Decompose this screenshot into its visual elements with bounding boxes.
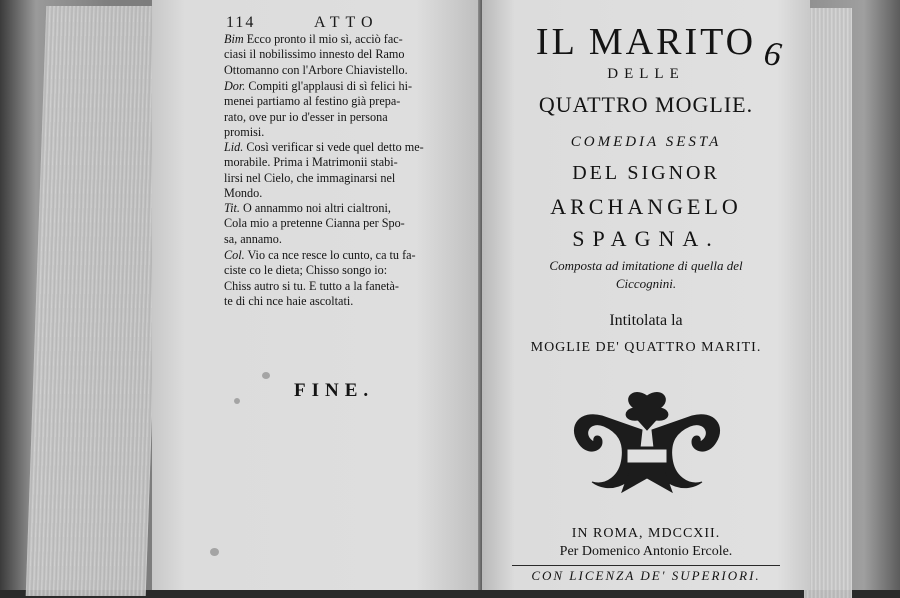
speech-line: morabile. Prima i Matrimonii stabi- (224, 155, 398, 170)
header-word: ATTO (314, 14, 379, 31)
page-edges-left (26, 6, 167, 596)
speech-line: Mondo. (224, 186, 263, 201)
foxing-spot (210, 548, 219, 556)
speech-line: Così verificar si vede quel detto me- (246, 140, 424, 154)
speech-line: O annammo noi altri cialtroni, (242, 201, 391, 215)
license-line: CON LICENZA DE' SUPERIORI. (531, 568, 761, 583)
author-last-name: SPAGNA. (572, 226, 720, 251)
speech-line: Chiss autro si tu. E tutto a la fanetà- (224, 278, 399, 293)
speech-line: Ecco pronto il mio sì, acciò fac- (246, 32, 403, 46)
speech-line: Compiti gl'applausi di sì felici hi- (248, 79, 413, 93)
speech-line: rato, ove pur io d'esser in persona (224, 109, 388, 124)
left-page (152, 0, 482, 590)
printers-ornament (562, 386, 732, 498)
composed-note-line1: Composta ad imitatione di quella del (549, 258, 743, 273)
speaker-label: Lid. (224, 140, 244, 154)
speech-line: Ottomanno con l'Arbore Chiavistello. (224, 62, 408, 77)
titled-intro: Intitolata la (609, 312, 683, 329)
ornament-flower (626, 393, 668, 430)
author-prefix: DEL SIGNOR (572, 162, 720, 184)
speaker-label: Dor. (224, 79, 246, 93)
handwritten-number: 6 (761, 35, 784, 75)
imprint-rule (512, 565, 780, 566)
speech-line: ciste co le dieta; Chisso songo io: (224, 263, 388, 278)
speech-line: Vio ca nce resce lo cunto, ca tu fa- (247, 248, 416, 262)
title-delle: DELLE (607, 66, 685, 82)
speech-block (224, 32, 480, 78)
subtitle: COMEDIA SESTA (570, 134, 722, 150)
imprint-place: IN ROMA, MDCCXII. (571, 526, 721, 541)
speech-block (224, 201, 480, 247)
composed-note-line2: Ciccognini. (615, 276, 677, 291)
speech-line: menei partiamo al festino già prepa- (224, 94, 401, 109)
speech-line: ciasi il nobilissimo innesto del Ramo (224, 47, 405, 62)
foxing-spot (234, 398, 240, 404)
speaker-label: Col. (224, 248, 245, 262)
end-marker: FINE. (294, 380, 375, 401)
speech-line: sa, annamo. (224, 231, 282, 246)
speech-line: lirsi nel Cielo, che immaginarsi nel (224, 170, 396, 185)
page-edges-right (804, 8, 852, 598)
main-title: IL MARITO (535, 21, 757, 63)
title-rest: QUATTRO MOGLIE. (538, 92, 754, 117)
speech-line: promisi. (224, 125, 265, 140)
page-number: 114 (226, 14, 256, 31)
speech-block (224, 79, 480, 141)
author-first-name: ARCHANGELO (550, 194, 742, 219)
speech-line: te di chi nce haie ascoltati. (224, 294, 354, 309)
ornament-band (626, 448, 668, 464)
speech-block (224, 248, 480, 310)
speaker-label: Tit. (224, 201, 240, 215)
imprint-printer: Per Domenico Antonio Ercole. (559, 544, 733, 559)
speaker-label: Bim (224, 32, 244, 46)
speech-line: Cola mio a pretenne Cianna per Spo- (224, 216, 405, 231)
alternate-title: MOGLIE DE' QUATTRO MARITI. (530, 340, 762, 355)
foxing-spot (262, 372, 270, 379)
title-page (482, 0, 810, 590)
speech-block (224, 140, 480, 202)
